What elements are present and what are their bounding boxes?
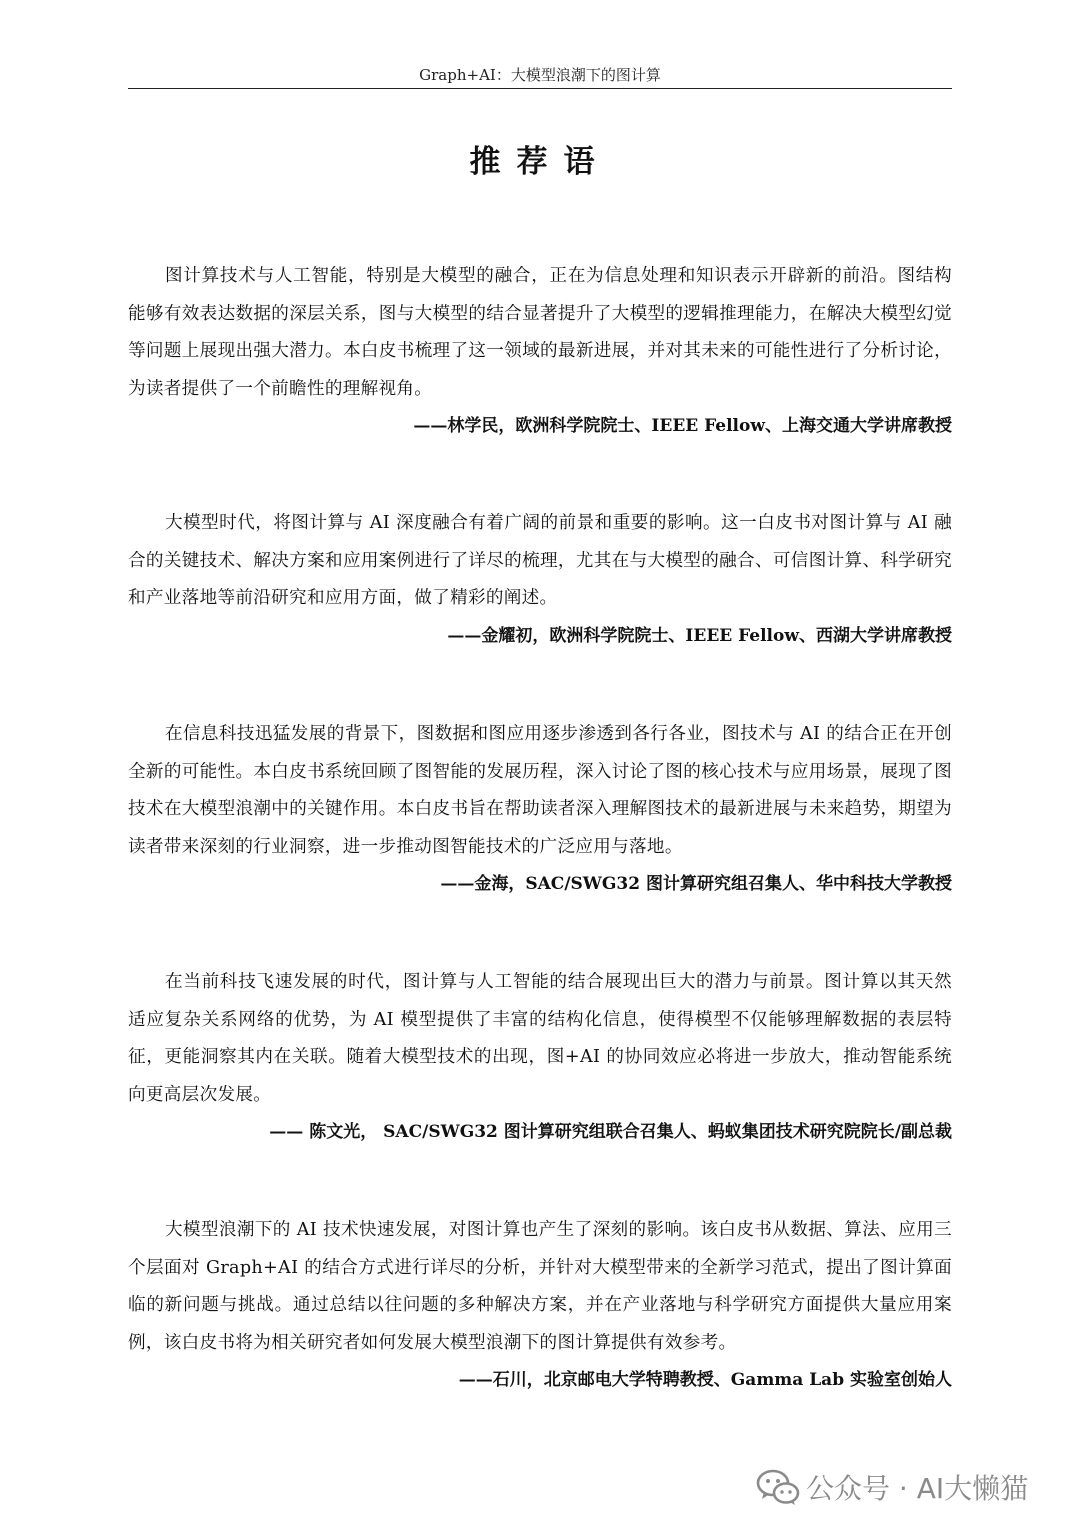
recommendation-1 [128,258,952,441]
page-title: 推荐语 [469,144,611,180]
recommendation-attribution: —— 陈文光， SAC/SWG32 图计算研究组联合召集人、蚂蚁集团技术研究院院长/副总裁 [269,1122,952,1142]
recommendation-text: 大模型时代，将图计算与 AI 深度融合有着广阔的前景和重要的影响。这一白皮书对图计算与 AI 融合的关键技术、解决方案和应用案例进行了详尽的梳理，尤其在与大模型的融合、可信图计算、科学研究和产业落地等前沿研究和应用方面，做了精彩的阐述。 [128,513,952,608]
recommendation-2 [128,505,952,651]
recommendation-attribution: ——金海，SAC/SWG32 图计算研究组召集人、华中科技大学教授 [440,874,952,894]
recommendation-3 [128,716,952,899]
header-rule [128,88,952,89]
recommendation-text: 图计算技术与人工智能，特别是大模型的融合，正在为信息处理和知识表示开辟新的前沿。图结构能够有效表达数据的深层关系，图与大模型的结合显著提升了大模型的逻辑推理能力，在解决大模型幻觉等问题上展现出强大潜力。本白皮书梳理了这一领域的最新进展，并对其未来的可能性进行了分析讨论，为读者提供了一个前瞻性的理解视角。 [128,266,952,399]
watermark-text: 公众号 · AI大懒猫 [806,1472,1029,1505]
wechat-icon [756,1468,800,1506]
running-header-title: Graph+AI：大模型浪潮下的图计算 [419,66,661,84]
recommendation-attribution: ——金耀初，欧洲科学院院士、IEEE Fellow、西湖大学讲席教授 [447,625,952,646]
recommendation-4 [128,964,952,1147]
recommendation-text: 在信息科技迅猛发展的背景下，图数据和图应用逐步渗透到各行各业，图技术与 AI 的结合正在开创全新的可能性。本白皮书系统回顾了图智能的发展历程，深入讨论了图的核心技术与应用场景，展现了图技术在大模型浪潮中的关键作用。本白皮书旨在帮助读者深入理解图技术的最新进展与未来趋势，期望为读者带来深刻的行业洞察，进一步推动图智能技术的广泛应用与落地。 [128,724,952,857]
watermark [756,1462,1056,1512]
recommendation-5 [128,1212,952,1395]
recommendation-text: 大模型浪潮下的 AI 技术快速发展，对图计算也产生了深刻的影响。该白皮书从数据、算法、应用三个层面对 Graph+AI 的结合方式进行详尽的分析，并针对大模型带来的全新学习范式，提出了图计算面临的新问题与挑战。通过总结以往问题的多种解决方案，并在产业落地与科学研究方面提供大量应用案例，该白皮书将为相关研究者如何发展大模型浪潮下的图计算提供有效参考。 [128,1220,952,1353]
recommendation-text: 在当前科技飞速发展的时代，图计算与人工智能的结合展现出巨大的潜力与前景。图计算以其天然适应复杂关系网络的优势，为 AI 模型提供了丰富的结构化信息，使得模型不仅能够理解数据的表层特征，更能洞察其内在关联。随着大模型技术的出现，图+AI 的协同效应必将进一步放大，推动智能系统向更高层次发展。 [128,972,952,1105]
recommendation-attribution: ——石川，北京邮电大学特聘教授、Gamma Lab 实验室创始人 [458,1370,952,1390]
recommendation-attribution: ——林学民，欧洲科学院院士、IEEE Fellow、上海交通大学讲席教授 [413,416,952,436]
